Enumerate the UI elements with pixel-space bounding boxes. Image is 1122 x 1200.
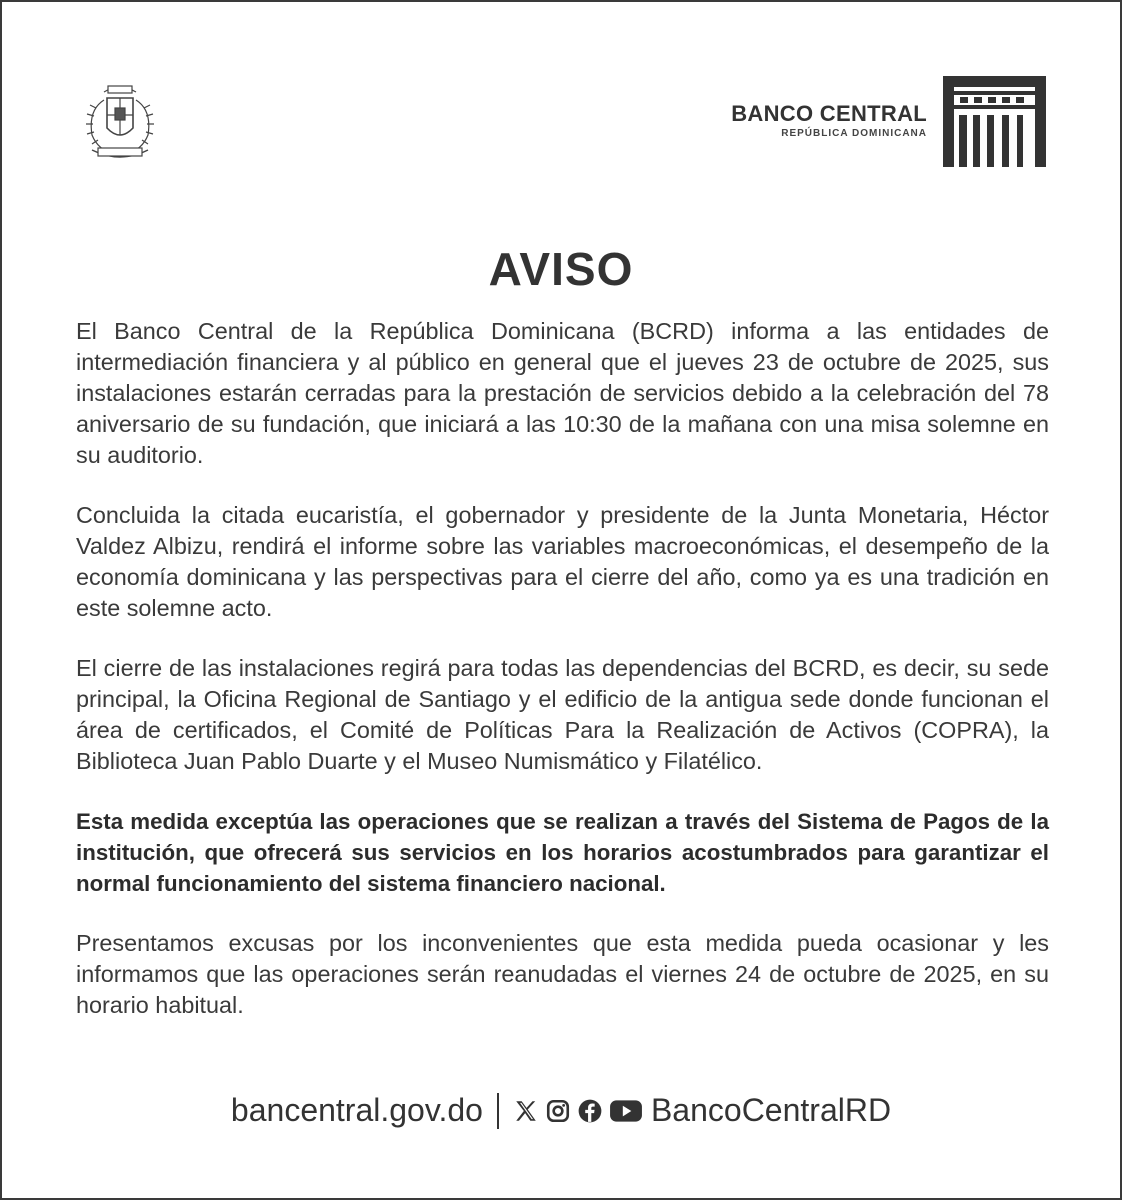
notice-body [76,316,1049,1050]
footer [2,1092,1120,1129]
social-icons [513,1098,643,1124]
paragraph-2: Concluida la citada eucaristía, el gobernador y presidente de la Junta Monetaria, Héctor Valdez Albizu, rendirá el informe sobre las variables macroeconómicas, el desempeño de la economía dominicana y las perspectivas para el cierre del año, como ya es una tradición en este solemne acto. [76,502,1049,621]
paragraph-4-bold: Esta medida exceptúa las operaciones que se realizan a través del Sistema de Pagos de la institución, que ofrecerá sus servicios en los horarios acostumbrados para garantizar el normal funcionamiento del sistema financiero nacional. [76,809,1049,896]
website-link[interactable]: bancentral.gov.do [230,1092,483,1128]
youtube-icon[interactable] [609,1098,643,1124]
notice-title: AVISO [488,243,634,295]
social-handle[interactable]: BancoCentralRD [650,1092,892,1128]
paragraph-1: El Banco Central de la República Dominicana (BCRD) informa a las entidades de intermediación financiera y al público en general que el jueves 23 de octubre de 2025, sus instalaciones estarán cerradas para la prestación de servicios debido a la celebración del 78 aniversario de su fundación, que iniciará a las 10:30 de la mañana con una misa solemne en su auditorio. [76,318,1049,468]
banco-central-logo [731,76,1046,167]
bank-building-mark [943,76,1046,167]
instagram-icon[interactable] [545,1098,571,1124]
paragraph-3: El cierre de las instalaciones regirá para todas las dependencias del BCRD, es decir, su sede principal, la Oficina Regional de Santiago y el edificio de la antigua sede donde funcionan el área de certificados, el Comité de Políticas Para la Realización de Activos (COPRA), la Biblioteca Juan Pablo Duarte y el Museo Numismático y Filatélico. [76,655,1049,774]
footer-divider [497,1093,499,1129]
paragraph-5: Presentamos excusas por los inconvenientes que esta medida pueda ocasionar y les informamos que las operaciones serán reanudadas el viernes 24 de octubre de 2025, en su horario habitual. [76,930,1049,1018]
facebook-icon[interactable] [577,1098,603,1124]
bank-subtitle: REPÚBLICA DOMINICANA [781,128,927,139]
x-icon[interactable] [513,1098,539,1124]
bank-name: BANCO CENTRAL [731,101,927,126]
coat-of-arms-seal [74,80,166,170]
